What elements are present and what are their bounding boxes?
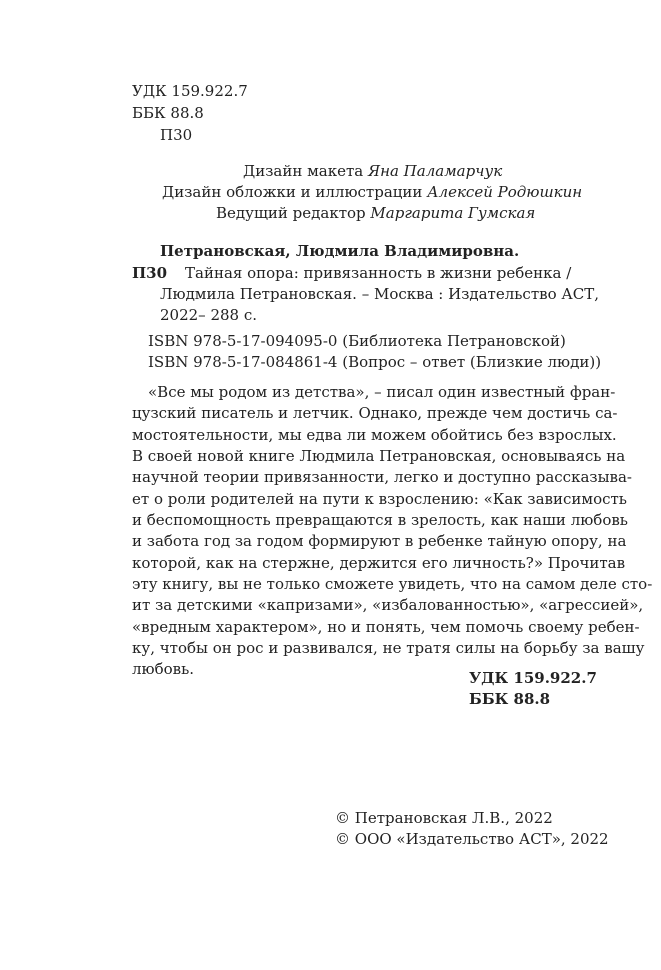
catalog-mark: П30 xyxy=(132,264,168,282)
annotation-line: ет о роли родителей на пути к взрослению: «Как зависимость xyxy=(132,490,627,508)
annotation-line: «Все мы родом из детства», – писал один известный фран- xyxy=(148,383,616,401)
annotation-bbk-code: ББК 88.8 xyxy=(469,690,551,708)
annotation-udk-code: УДК 159.922.7 xyxy=(469,669,597,687)
cover-designer-name: Алексей Родюшкин xyxy=(427,183,583,201)
annotation-line: научной теории привязанности, легко и доступно рассказыва- xyxy=(132,468,632,486)
isbn-line: ISBN 978-5-17-084861-4 (Вопрос – ответ (Близкие люди)) xyxy=(148,353,602,371)
catalog-title-line-3: 2022– 288 с. xyxy=(160,306,258,324)
annotation-line: В своей новой книге Людмила Петрановская, основываясь на xyxy=(132,447,626,465)
editor-label: Ведущий редактор xyxy=(216,204,366,222)
layout-design-label: Дизайн макета xyxy=(243,162,364,180)
annotation-line: цузский писатель и летчик. Однако, прежде чем достичь са- xyxy=(132,404,618,422)
cover-design-label: Дизайн обложки и иллюстрации xyxy=(162,183,423,201)
annotation-line: которой, как на стержне, держится его личность?» Прочитав xyxy=(132,554,626,572)
annotation-line: ит за детскими «капризами», «избалованностью», «агрессией», xyxy=(132,596,644,614)
layout-designer-name: Яна Паламарчук xyxy=(367,162,503,180)
author-mark: П30 xyxy=(160,126,193,144)
bbk-code: ББК 88.8 xyxy=(132,104,204,122)
annotation-line: эту книгу, вы не только сможете увидеть, что на самом деле сто- xyxy=(132,575,653,593)
catalog-title-line-1: Тайная опора: привязанность в жизни ребенка / xyxy=(185,264,572,282)
catalog-author-heading: Петрановская, Людмила Владимировна. xyxy=(160,242,520,260)
annotation-line: ку, чтобы он рос и развивался, не тратя силы на борьбу за вашу xyxy=(132,639,645,657)
cover-design-credit xyxy=(162,182,582,202)
annotation-line: и забота год за годом формируют в ребенке тайную опору, на xyxy=(132,532,627,550)
annotation-line: и беспомощность превращаются в зрелость, как наши любовь xyxy=(132,511,628,529)
catalog-title-line-2: Людмила Петрановская. – Москва : Издательство АСТ, xyxy=(160,285,599,303)
copyright-line: © Петрановская Л.В., 2022 xyxy=(335,809,553,827)
editor-credit xyxy=(216,203,535,223)
annotation-line: мостоятельности, мы едва ли можем обойтись без взрослых. xyxy=(132,426,617,444)
layout-design-credit xyxy=(243,161,502,181)
annotation-line: «вредным характером», но и понять, чем помочь своему ребен- xyxy=(132,618,640,636)
copyright-line: © ООО «Издательство АСТ», 2022 xyxy=(335,830,609,848)
isbn-line: ISBN 978-5-17-094095-0 (Библиотека Петрановской) xyxy=(148,332,566,350)
annotation-line: любовь. xyxy=(132,660,195,678)
editor-name: Маргарита Гумская xyxy=(370,204,536,222)
udk-code: УДК 159.922.7 xyxy=(132,82,248,100)
